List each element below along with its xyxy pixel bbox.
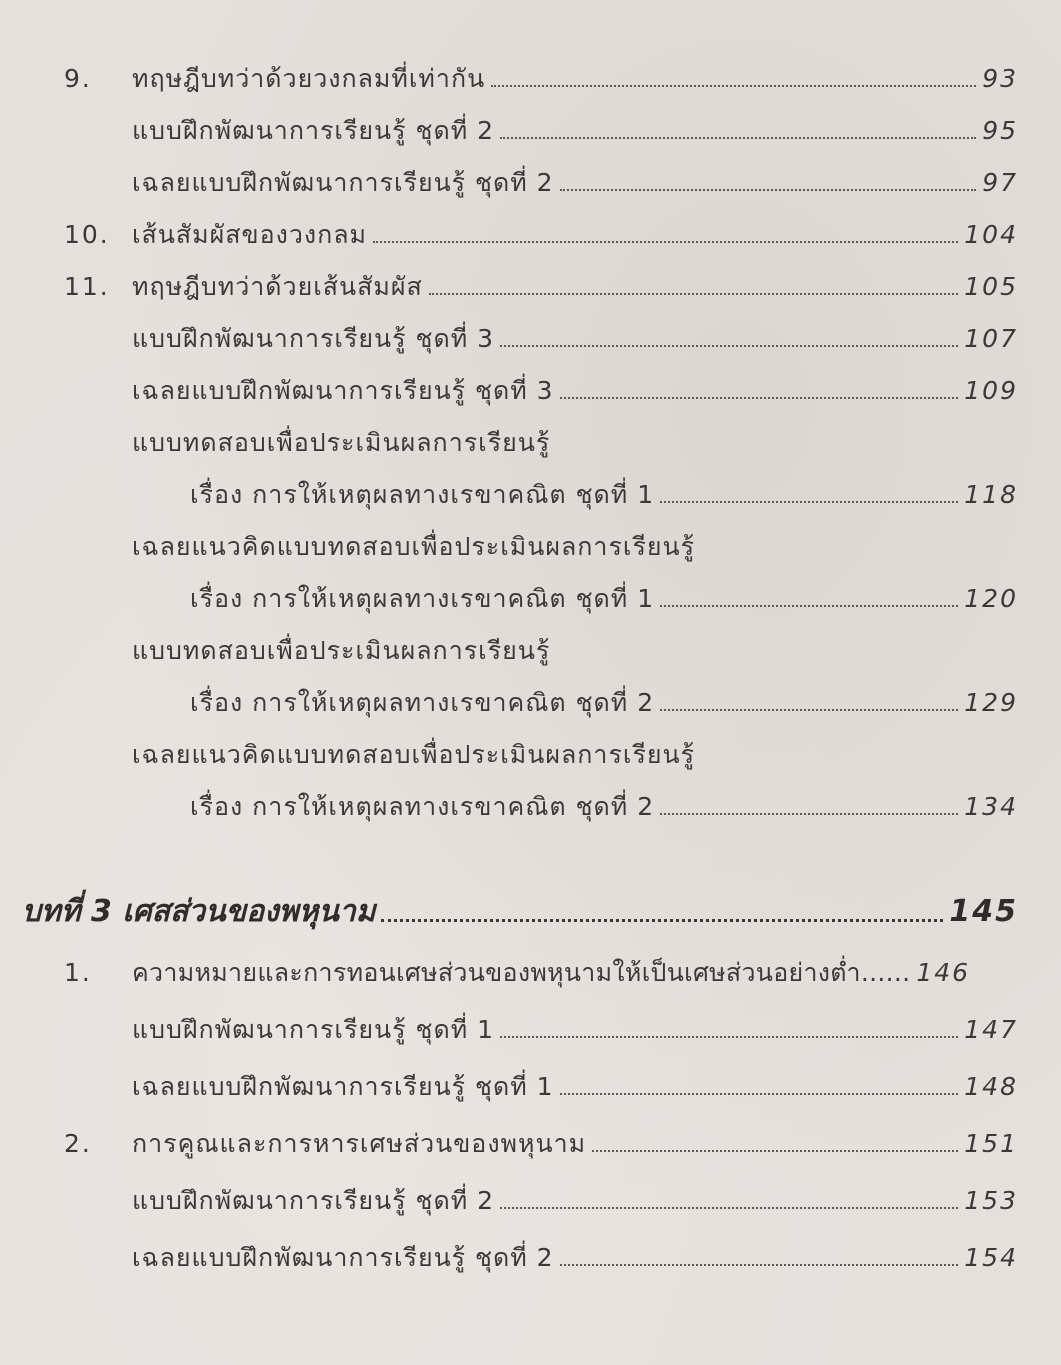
entry-page: 151 [964, 1129, 1018, 1158]
toc-entry [132, 958, 1018, 988]
dot-leader [660, 605, 958, 607]
toc-entry [132, 272, 1018, 302]
toc-entry [132, 376, 1018, 406]
toc-entry [190, 584, 1018, 614]
entry-title: แบบฝึกพัฒนาการเรียนรู้ ชุดที่ 1 [132, 1015, 495, 1044]
entry-page: 107 [964, 324, 1018, 353]
dot-leader [500, 1036, 958, 1038]
entry-title: เรื่อง การให้เหตุผลทางเรขาคณิต ชุดที่ 2 [190, 688, 655, 717]
dot-leader [660, 813, 958, 815]
entry-title: เฉลยแนวคิดแบบทดสอบเพื่อประเมินผลการเรียนรู้ [132, 740, 696, 769]
entry-page: 129 [964, 688, 1018, 717]
entry-page: 154 [964, 1243, 1018, 1272]
dot-leader [560, 1264, 959, 1266]
entry-title: เฉลยแบบฝึกพัฒนาการเรียนรู้ ชุดที่ 2 [132, 168, 554, 197]
entry-page: 120 [964, 584, 1018, 613]
toc-entry [132, 1015, 1018, 1045]
toc-entry [132, 324, 1018, 354]
entry-number: 10. [64, 220, 110, 249]
toc-entry [190, 792, 1018, 822]
entry-page: 93 [982, 64, 1018, 93]
toc-entry [190, 480, 1018, 510]
dot-leader [429, 293, 959, 295]
entry-number: 9. [64, 64, 92, 93]
entry-title: เฉลยแนวคิดแบบทดสอบเพื่อประเมินผลการเรียนรู้ [132, 532, 696, 561]
dot-leader [500, 1207, 958, 1209]
toc-entry [132, 116, 1018, 146]
entry-title: เฉลยแบบฝึกพัฒนาการเรียนรู้ ชุดที่ 3 [132, 376, 554, 405]
toc-entry [190, 688, 1018, 718]
entry-page: 118 [964, 480, 1018, 509]
dot-leader [500, 345, 958, 347]
dot-leader [592, 1150, 958, 1152]
dot-leader [660, 501, 958, 503]
dot-leader [560, 1093, 959, 1095]
entry-title: เรื่อง การให้เหตุผลทางเรขาคณิต ชุดที่ 1 [190, 584, 655, 613]
entry-page: 146 [916, 958, 971, 987]
entry-title: ทฤษฎีบทว่าด้วยเส้นสัมผัส [132, 272, 423, 301]
entry-title: ทฤษฎีบทว่าด้วยวงกลมที่เท่ากัน [132, 64, 486, 93]
dot-leader [491, 85, 976, 87]
chapter-page: 145 [949, 894, 1018, 929]
entry-title: แบบทดสอบเพื่อประเมินผลการเรียนรู้ [132, 636, 551, 665]
chapter-heading [22, 894, 1018, 930]
toc-entry [132, 168, 1018, 198]
entry-page: 104 [964, 220, 1018, 249]
toc-entry [132, 1243, 1018, 1273]
entry-page: 109 [964, 376, 1018, 405]
entry-title: แบบฝึกพัฒนาการเรียนรู้ ชุดที่ 2 [132, 1186, 495, 1215]
toc-entry [132, 1129, 1018, 1159]
dot-leader [500, 137, 976, 139]
entry-title: เส้นสัมผัสของวงกลม [132, 220, 368, 249]
entry-page: 153 [964, 1186, 1018, 1215]
entry-number: 1. [64, 958, 92, 987]
dot-leader [381, 919, 943, 922]
entry-page: 105 [964, 272, 1018, 301]
entry-page: 95 [982, 116, 1018, 145]
entry-title: แบบทดสอบเพื่อประเมินผลการเรียนรู้ [132, 428, 551, 457]
dot-leader [660, 709, 958, 711]
entry-number: 2. [64, 1129, 92, 1158]
entry-page: 148 [964, 1072, 1018, 1101]
entry-number: 11. [64, 272, 110, 301]
entry-page: 147 [964, 1015, 1018, 1044]
entry-title: เรื่อง การให้เหตุผลทางเรขาคณิต ชุดที่ 1 [190, 480, 655, 509]
dot-leader [373, 241, 958, 243]
entry-title: แบบฝึกพัฒนาการเรียนรู้ ชุดที่ 2 [132, 116, 495, 145]
entry-title: แบบฝึกพัฒนาการเรียนรู้ ชุดที่ 3 [132, 324, 495, 353]
chapter-title: บทที่ 3 เศสส่วนของพหุนาม [22, 894, 376, 929]
entry-page: 97 [982, 168, 1018, 197]
entry-title: การคูณและการหารเศษส่วนของพหุนาม [132, 1129, 587, 1158]
entry-title: เฉลยแบบฝึกพัฒนาการเรียนรู้ ชุดที่ 2 [132, 1243, 554, 1272]
entry-title: ความหมายและการทอนเศษส่วนของพหุนามให้เป็นเศษส่วนอย่างต่ำ...... [132, 958, 911, 987]
toc-entry [132, 220, 1018, 250]
entry-page: 134 [964, 792, 1018, 821]
toc-entry [132, 1072, 1018, 1102]
toc-entry [132, 1186, 1018, 1216]
entry-title: เรื่อง การให้เหตุผลทางเรขาคณิต ชุดที่ 2 [190, 792, 655, 821]
toc-entry [132, 64, 1018, 94]
dot-leader [560, 397, 959, 399]
entry-title: เฉลยแบบฝึกพัฒนาการเรียนรู้ ชุดที่ 1 [132, 1072, 554, 1101]
dot-leader [560, 189, 977, 191]
